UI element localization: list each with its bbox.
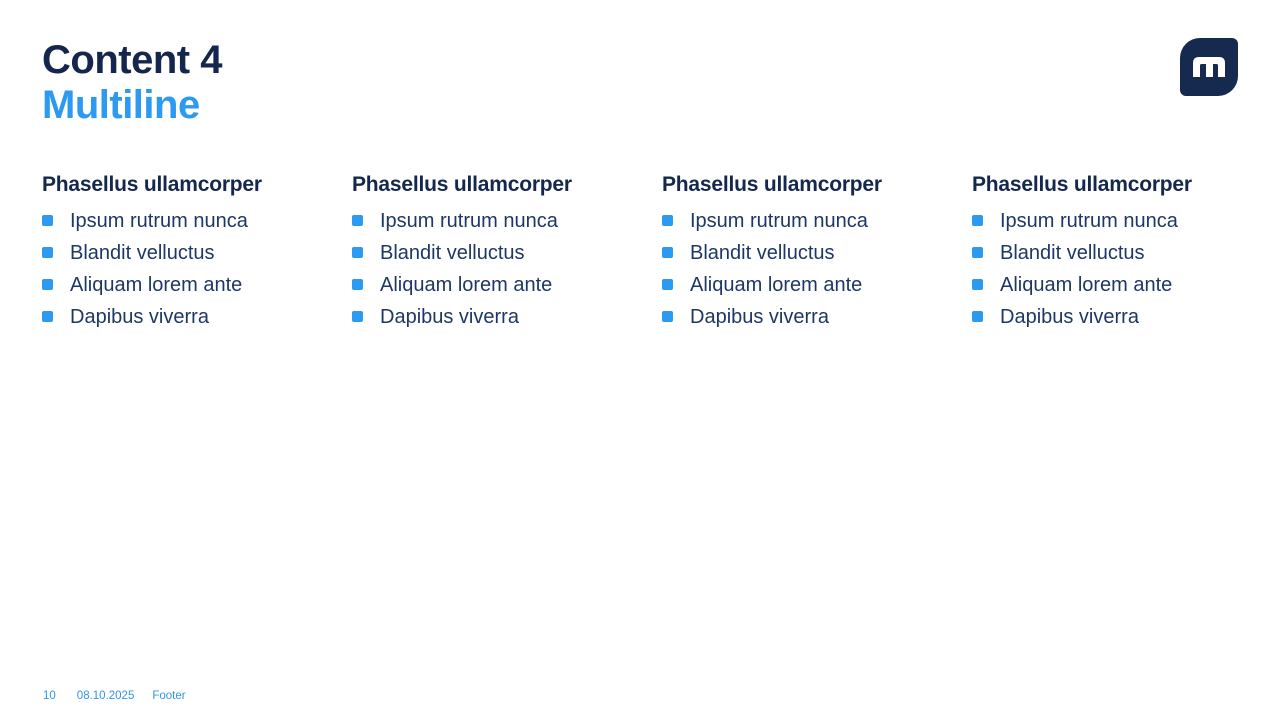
list-item	[662, 207, 944, 239]
page-number: 10	[43, 690, 56, 702]
list-item-label: Dapibus viverra	[70, 306, 209, 328]
bullet-list	[662, 207, 944, 335]
list-item-label: Ipsum rutrum nunca	[1000, 210, 1178, 232]
square-bullet-icon	[352, 311, 363, 322]
square-bullet-icon	[662, 247, 673, 258]
column-heading: Phasellus ullamcorper	[42, 173, 262, 196]
slide-title: Content 4	[42, 38, 222, 82]
list-item-label: Aliquam lorem ante	[1000, 274, 1173, 296]
square-bullet-icon	[42, 279, 53, 290]
list-item-label: Aliquam lorem ante	[70, 274, 243, 296]
square-bullet-icon	[352, 215, 363, 226]
content-columns	[42, 172, 1280, 335]
content-column-2	[352, 172, 662, 335]
column-heading: Phasellus ullamcorper	[972, 173, 1192, 196]
list-item	[42, 239, 324, 271]
m-logo-icon	[1193, 53, 1225, 82]
list-item	[352, 207, 634, 239]
column-heading: Phasellus ullamcorper	[352, 173, 572, 196]
list-item-label: Dapibus viverra	[1000, 306, 1139, 328]
list-item	[662, 239, 944, 271]
list-item-label: Aliquam lorem ante	[380, 274, 553, 296]
square-bullet-icon	[662, 279, 673, 290]
square-bullet-icon	[662, 215, 673, 226]
square-bullet-icon	[972, 215, 983, 226]
list-item	[972, 207, 1254, 239]
list-item-label: Aliquam lorem ante	[690, 274, 863, 296]
slide-footer	[43, 690, 186, 702]
square-bullet-icon	[662, 311, 673, 322]
content-column-4	[972, 172, 1280, 335]
footer-text: Footer	[152, 690, 186, 702]
list-item-label: Dapibus viverra	[380, 306, 519, 328]
list-item-label: Blandit velluctus	[690, 242, 835, 264]
bullet-list	[42, 207, 324, 335]
square-bullet-icon	[972, 279, 983, 290]
square-bullet-icon	[352, 247, 363, 258]
square-bullet-icon	[352, 279, 363, 290]
list-item-label: Ipsum rutrum nunca	[70, 210, 248, 232]
bullet-list	[972, 207, 1254, 335]
list-item	[352, 239, 634, 271]
list-item-label: Ipsum rutrum nunca	[380, 210, 558, 232]
square-bullet-icon	[42, 311, 53, 322]
list-item-label: Blandit velluctus	[70, 242, 215, 264]
list-item	[42, 207, 324, 239]
list-item	[42, 271, 324, 303]
bullet-list	[352, 207, 634, 335]
list-item	[352, 271, 634, 303]
content-column-3	[662, 172, 972, 335]
list-item	[662, 303, 944, 335]
square-bullet-icon	[972, 311, 983, 322]
list-item-label: Blandit velluctus	[380, 242, 525, 264]
list-item-label: Dapibus viverra	[690, 306, 829, 328]
content-column-1	[42, 172, 352, 335]
square-bullet-icon	[42, 215, 53, 226]
list-item	[352, 303, 634, 335]
square-bullet-icon	[42, 247, 53, 258]
list-item	[42, 303, 324, 335]
list-item-label: Ipsum rutrum nunca	[690, 210, 868, 232]
column-heading: Phasellus ullamcorper	[662, 173, 882, 196]
list-item	[972, 303, 1254, 335]
square-bullet-icon	[972, 247, 983, 258]
list-item	[972, 271, 1254, 303]
company-logo	[1180, 38, 1238, 96]
list-item	[972, 239, 1254, 271]
footer-date: 08.10.2025	[76, 690, 135, 702]
slide-subtitle: Multiline	[42, 83, 200, 127]
list-item-label: Blandit velluctus	[1000, 242, 1145, 264]
title-block	[42, 38, 222, 128]
list-item	[662, 271, 944, 303]
